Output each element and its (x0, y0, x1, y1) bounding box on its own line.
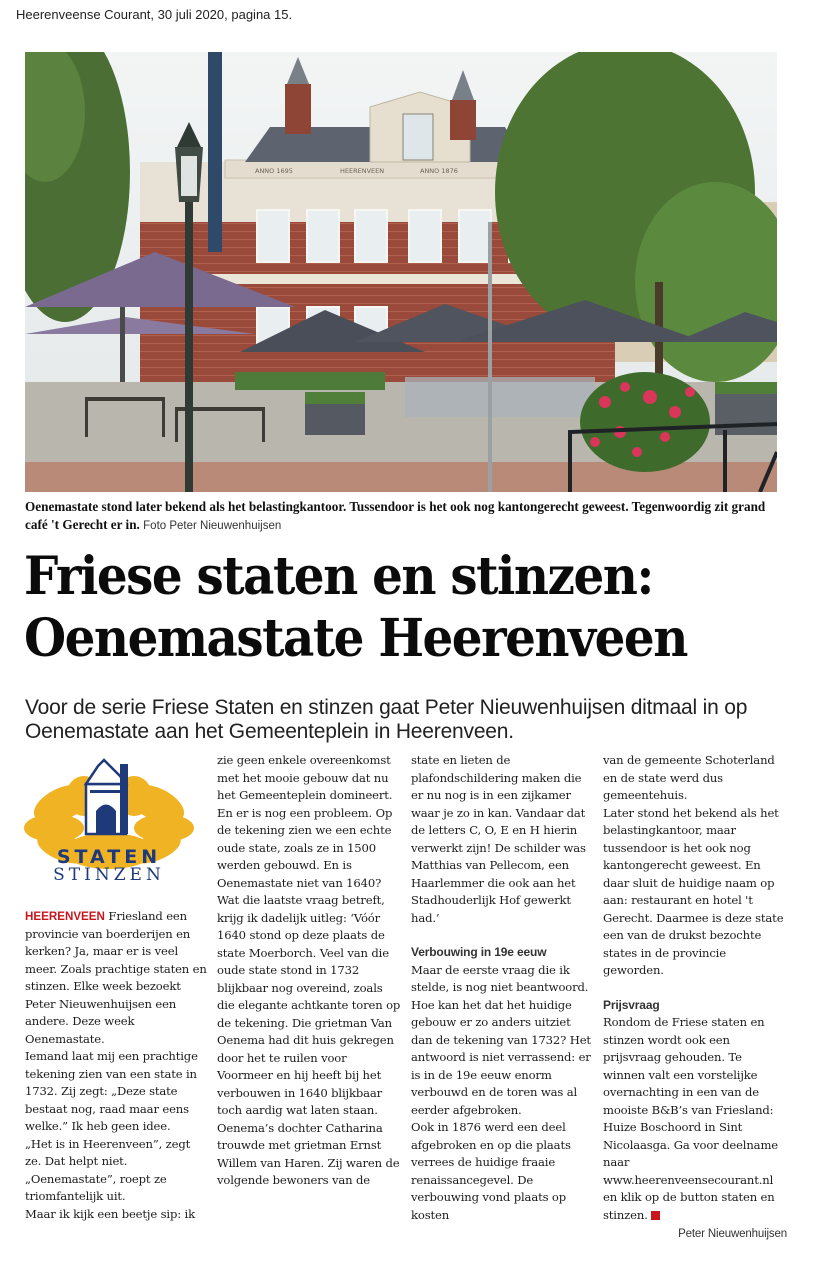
svg-text:STATEN: STATEN (56, 846, 162, 868)
paragraph: Iemand laat mij een prachtige tekening zien van een state in 1732. Zij zegt: „Deze state bestaat nog, raad maar eens welke.” Ik heb geen idee. (25, 1049, 198, 1133)
paragraph: „Het is in Heerenveen”, zegt ze. Dat helpt niet. „Oenemastate”, roept ze triomfantelijk uit. (25, 1136, 191, 1203)
headline-line-1: Friese staten en stinzen: (24, 546, 653, 607)
svg-text:ANNO 1695: ANNO 1695 (255, 167, 293, 175)
article-column-2 (217, 752, 401, 1190)
paragraph: HEERENVEEN Friesland een provincie van boerderijen en kerken? Ja, maar er is veel meer. Zoals prachtige staten en stinzen. Elke week bezoekt Peter Nieuwenhuijsen een andere. Deze week Oenemastate. (25, 909, 207, 1046)
headline (24, 546, 749, 670)
paragraph: van de gemeente Schoterland en de state werd dus gemeentehuis. (603, 753, 775, 802)
svg-text:HEERENVEEN: HEERENVEEN (340, 167, 385, 175)
subheading-verbouwing: Verbouwing in 19e eeuw (411, 945, 547, 959)
end-mark-icon (651, 1211, 660, 1220)
paragraph: state en lieten de plafondschildering maken die er nu nog is in een zijkamer waar je zo in kan. Vandaar dat de letters C, O, E en H hierin verwerkt zijn! De schilder was Matthias van Pellecom, een Haarlemmer die ook aan het Stadhouderlijk Hof gewerkt had.’ (411, 753, 586, 925)
paragraph: Ook in 1876 werd een deel afgebroken en op die plaats verrees de huidige fraaie renaissancegevel. De verbouwing vond plaats op kosten (411, 1120, 571, 1222)
paragraph: Later stond het bekend als het belastingkantoor, maar tussendoor is het ook nog kantongerecht geweest. En daar sluit de huidige naam op aan: restaurant en hotel 't Gerecht. Daarmee is deze state een van de drukst bezochte states in de provincie geworden. (603, 805, 784, 977)
headline-line-2: Oenemastate Heerenveen (24, 608, 687, 669)
paragraph: Wat die laatste vraag betreft, krijg ik dadelijk uitleg: ‘Vóór 1640 stond op deze plaats de state Moerborch. Veel van die oude state stond in 1732 blijkbaar nog overeind, zoals die elegante achtkante toren op de tekening. Die grietman Van Oenema had dit huis gekregen door het te ruilen voor Voormeer en hij heeft bij het verbouwen in 1640 blijkbaar toch aardig wat laten staan. (217, 893, 401, 1117)
photo-credit: Foto Peter Nieuwenhuijsen (143, 520, 282, 532)
caption-text: Oenemastate stond later bekend als het belastingkantoor. Tussendoor is het ook nog kantongerecht geweest. Tegenwoordig zit grand café 't Gerecht er in. (25, 499, 766, 532)
paragraph: Oenema’s dochter Catharina trouwde met grietman Ernst Willem van Haren. Zij waren de volgende bewoners van de (217, 1120, 400, 1187)
paragraph: Rondom de Friese staten en stinzen wordt ook een prijsvraag gehouden. Te winnen valt een vorstelijke overnachting in een van de mooiste B&B’s van Friesland: Huize Boschoord in Sint Nicolaasga. Ga voor deelname naar www.heerenveensecourant.nl en klik op de button staten en stinzen. (603, 1015, 778, 1222)
svg-text:STINZEN: STINZEN (53, 865, 165, 884)
article-column-4 (603, 752, 787, 1244)
photo-caption (25, 498, 785, 535)
svg-text:ANNO 1876: ANNO 1876 (420, 167, 458, 175)
staten-stinzen-logo (24, 756, 194, 884)
article-photo (25, 52, 777, 492)
dateline: HEERENVEEN (25, 910, 105, 923)
source-line: Heerenveense Courant, 30 juli 2020, pagina 15. (16, 7, 293, 22)
article-column-3 (411, 752, 595, 1224)
photo-illustration (25, 52, 777, 492)
paragraph: Maar ik kijk een beetje sip: ik (25, 1206, 195, 1221)
paragraph: zie geen enkele overeenkomst met het mooie gebouw dat nu het Gemeenteplein domineert. En er is nog een probleem. Op de tekening zien we een echte oude state, zoals ze in 1500 werden gebouwd. En is Oenemastate niet van 1640? (217, 753, 393, 890)
article-column-1 (25, 908, 209, 1223)
subheading-prijsvraag: Prijsvraag (603, 997, 660, 1012)
byline: Peter Nieuwenhuijsen (678, 1228, 787, 1240)
logo-graphic (24, 756, 194, 884)
paragraph: Maar de eerste vraag die ik stelde, is nog niet beantwoord. Hoe kan het dat het huidige gebouw er zo anders uitziet dan de tekening van 1732? Het antwoord is niet verrassend: er is in de 19e eeuw enorm verbouwd en de toren was al eerder afgebroken. (411, 962, 591, 1117)
intro-lede: Voor de serie Friese Staten en stinzen gaat Peter Nieuwenhuijsen ditmaal in op Oenemastate aan het Gemeenteplein in Heerenveen. (25, 696, 748, 743)
